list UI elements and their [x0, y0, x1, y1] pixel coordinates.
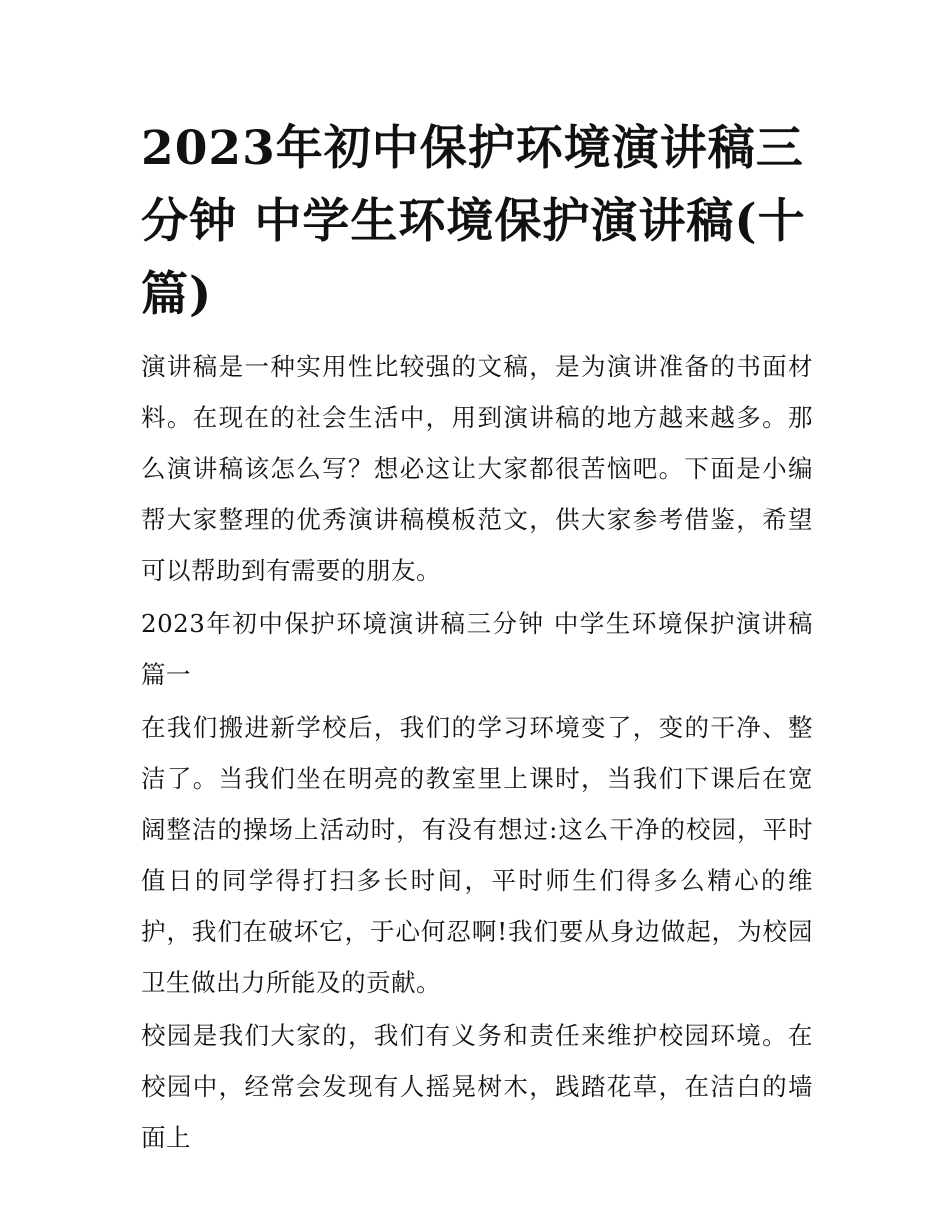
body-paragraph: 在我们搬进新学校后，我们的学习环境变了，变的干净、整洁了。当我们坐在明亮的教室里上课时，当我们下课后在宽阔整洁的操场上活动时，有没有想过:这么干净的校园，平时值日的同学得打扫多长时间，平时师生们得多么精心的维护，我们在破坏它，于心何忍啊!我们要从身边做起，为校园卫生做出力所能及的贡献。: [141, 713, 813, 997]
section-heading: 2023年初中保护环境演讲稿三分钟 中学生环境保护演讲稿篇一: [141, 609, 813, 689]
body-paragraph: 校园是我们大家的，我们有义务和责任来维护校园环境。在校园中，经常会发现有人摇晃树木，践踏花草，在洁白的墙面上: [141, 1021, 813, 1152]
intro-paragraph: 演讲稿是一种实用性比较强的文稿，是为演讲准备的书面材料。在现在的社会生活中，用到演讲稿的地方越来越多。那么演讲稿该怎么写？想必这让大家都很苦恼吧。下面是小编帮大家整理的优秀演讲稿模板范文，供大家参考借鉴，希望可以帮助到有需要的朋友。: [141, 352, 813, 585]
document-title: 2023年初中保护环境演讲稿三分钟 中学生环境保护演讲稿(十篇): [141, 121, 806, 322]
document-page: [141, 112, 813, 1163]
